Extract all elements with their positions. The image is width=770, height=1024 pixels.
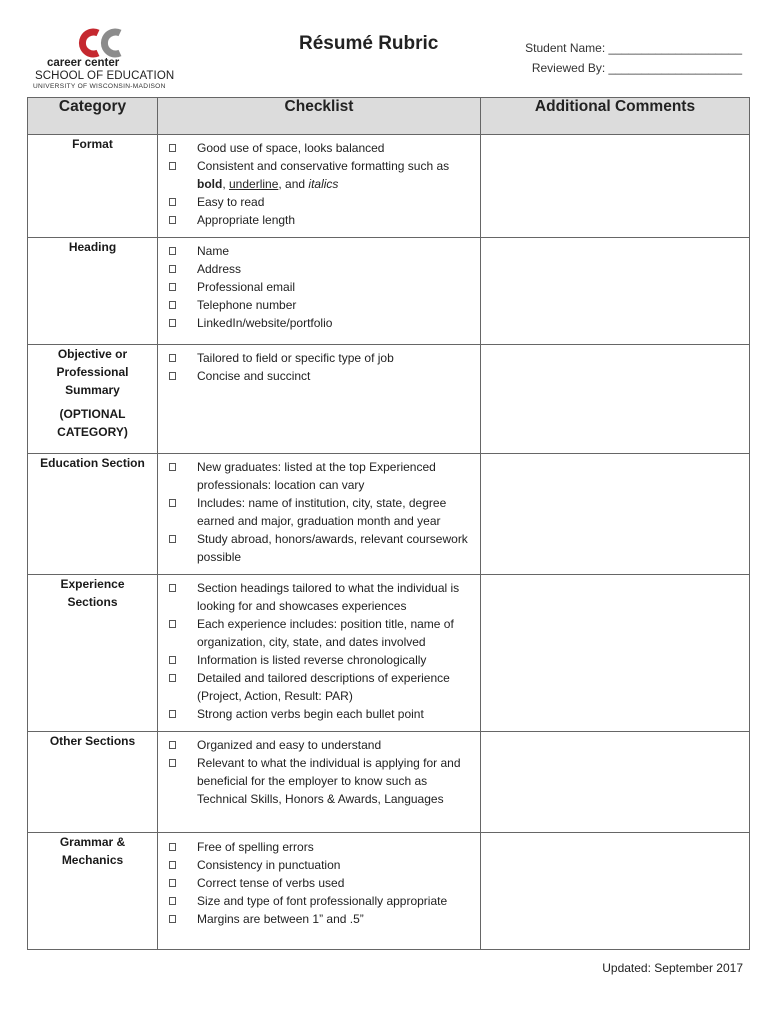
checklist-heading bbox=[158, 238, 481, 345]
checklist-item: Professional email bbox=[166, 278, 476, 296]
comments-cell[interactable] bbox=[481, 238, 750, 345]
checklist-item: Size and type of font professionally appropriate bbox=[166, 892, 476, 910]
checkbox-icon[interactable] bbox=[169, 584, 176, 592]
checklist-experience bbox=[158, 575, 481, 732]
header-checklist: Checklist bbox=[158, 98, 481, 135]
reviewer-fields bbox=[525, 38, 742, 78]
checkbox-icon[interactable] bbox=[169, 144, 176, 152]
checkbox-icon[interactable] bbox=[169, 265, 176, 273]
checklist-item: LinkedIn/website/portfolio bbox=[166, 314, 476, 332]
comments-cell[interactable] bbox=[481, 732, 750, 833]
checkbox-icon[interactable] bbox=[169, 283, 176, 291]
checklist-item: Information is listed reverse chronologically bbox=[166, 651, 476, 669]
checklist-item: Margins are between 1” and .5” bbox=[166, 910, 476, 928]
checklist-item: Strong action verbs begin each bullet point bbox=[166, 705, 476, 723]
checklist-item: Each experience includes: position title, name of organization, city, state, and dates involved bbox=[166, 615, 476, 651]
page-title: Résumé Rubric bbox=[299, 33, 439, 54]
checkbox-icon[interactable] bbox=[169, 319, 176, 327]
checkbox-icon[interactable] bbox=[169, 897, 176, 905]
checkbox-icon[interactable] bbox=[169, 354, 176, 362]
category-education: Education Section bbox=[28, 454, 158, 575]
cc-logo-mark-icon bbox=[78, 28, 128, 58]
logo-school-text: SCHOOL OF EDUCATION bbox=[35, 70, 175, 82]
logo-career-center-text: career center bbox=[47, 57, 120, 69]
checkbox-icon[interactable] bbox=[169, 372, 176, 380]
comments-cell[interactable] bbox=[481, 454, 750, 575]
student-name-field: Student Name: ____________________ bbox=[525, 41, 742, 55]
comments-cell[interactable] bbox=[481, 833, 750, 950]
checklist-item: Section headings tailored to what the individual is looking for and showcases experiences bbox=[166, 579, 476, 615]
checklist-item: Free of spelling errors bbox=[166, 838, 476, 856]
optional-category-note: (OPTIONAL CATEGORY) bbox=[57, 407, 128, 439]
category-heading: Heading bbox=[28, 238, 158, 345]
checklist-item: Consistency in punctuation bbox=[166, 856, 476, 874]
checklist-item: Address bbox=[166, 260, 476, 278]
checklist-item: Good use of space, looks balanced bbox=[166, 139, 476, 157]
checkbox-icon[interactable] bbox=[169, 216, 176, 224]
checklist-item: New graduates: listed at the top Experienced professionals: location can vary bbox=[166, 458, 476, 494]
table-row bbox=[28, 833, 750, 950]
italics-example: italics bbox=[308, 177, 339, 191]
checkbox-icon[interactable] bbox=[169, 463, 176, 471]
table-row bbox=[28, 575, 750, 732]
header-additional-comments: Additional Comments bbox=[481, 98, 750, 135]
checklist-format bbox=[158, 135, 481, 238]
table-row bbox=[28, 345, 750, 454]
table-header-row bbox=[28, 98, 750, 135]
checkbox-icon[interactable] bbox=[169, 710, 176, 718]
comments-cell[interactable] bbox=[481, 575, 750, 732]
page-header bbox=[0, 0, 770, 95]
checklist-item: Appropriate length bbox=[166, 211, 476, 229]
checkbox-icon[interactable] bbox=[169, 162, 176, 170]
checklist-item: Includes: name of institution, city, state, degree earned and major, graduation month and year bbox=[166, 494, 476, 530]
category-objective bbox=[28, 345, 158, 454]
underline-example: underline bbox=[229, 177, 279, 191]
category-experience: Experience Sections bbox=[28, 575, 158, 732]
category-grammar: Grammar & Mechanics bbox=[28, 833, 158, 950]
bold-example: bold bbox=[197, 177, 223, 191]
checkbox-icon[interactable] bbox=[169, 741, 176, 749]
checklist-education bbox=[158, 454, 481, 575]
checkbox-icon[interactable] bbox=[169, 656, 176, 664]
reviewed-by-field: Reviewed By: ____________________ bbox=[531, 61, 742, 75]
comments-cell[interactable] bbox=[481, 135, 750, 238]
checklist-objective bbox=[158, 345, 481, 454]
checkbox-icon[interactable] bbox=[169, 247, 176, 255]
rubric-table bbox=[27, 97, 750, 950]
checklist-item: Detailed and tailored descriptions of experience (Project, Action, Result: PAR) bbox=[166, 669, 476, 705]
checklist-item: Telephone number bbox=[166, 296, 476, 314]
table-row bbox=[28, 238, 750, 345]
checkbox-icon[interactable] bbox=[169, 535, 176, 543]
checkbox-icon[interactable] bbox=[169, 843, 176, 851]
checklist-item: Study abroad, honors/awards, relevant coursework possible bbox=[166, 530, 476, 566]
category-objective-label: Objective or Professional Summary bbox=[56, 347, 129, 397]
checkbox-icon[interactable] bbox=[169, 759, 176, 767]
checkbox-icon[interactable] bbox=[169, 879, 176, 887]
comments-cell[interactable] bbox=[481, 345, 750, 454]
checkbox-icon[interactable] bbox=[169, 301, 176, 309]
checklist-item: Tailored to field or specific type of job bbox=[166, 349, 476, 367]
checklist-item: Organized and easy to understand bbox=[166, 736, 476, 754]
checkbox-icon[interactable] bbox=[169, 861, 176, 869]
checkbox-icon[interactable] bbox=[169, 198, 176, 206]
checkbox-icon[interactable] bbox=[169, 499, 176, 507]
category-format: Format bbox=[28, 135, 158, 238]
checklist-other bbox=[158, 732, 481, 833]
checklist-item: Consistent and conservative formatting such as bold, underline, and italics bbox=[166, 157, 476, 193]
logo-university-text: UNIVERSITY OF WISCONSIN-MADISON bbox=[33, 83, 166, 90]
checklist-grammar bbox=[158, 833, 481, 950]
category-other: Other Sections bbox=[28, 732, 158, 833]
checklist-item: Concise and succinct bbox=[166, 367, 476, 385]
header-category: Category bbox=[28, 98, 158, 135]
checklist-item: Name bbox=[166, 242, 476, 260]
checklist-item: Relevant to what the individual is applying for and beneficial for the employer to know such as Technical Skills, Honors & Awards, Languages bbox=[166, 754, 476, 808]
checkbox-icon[interactable] bbox=[169, 674, 176, 682]
table-row bbox=[28, 454, 750, 575]
updated-date: Updated: September 2017 bbox=[602, 961, 743, 975]
checkbox-icon[interactable] bbox=[169, 620, 176, 628]
table-row bbox=[28, 135, 750, 238]
checklist-item: Easy to read bbox=[166, 193, 476, 211]
checklist-item: Correct tense of verbs used bbox=[166, 874, 476, 892]
checkbox-icon[interactable] bbox=[169, 915, 176, 923]
table-row bbox=[28, 732, 750, 833]
